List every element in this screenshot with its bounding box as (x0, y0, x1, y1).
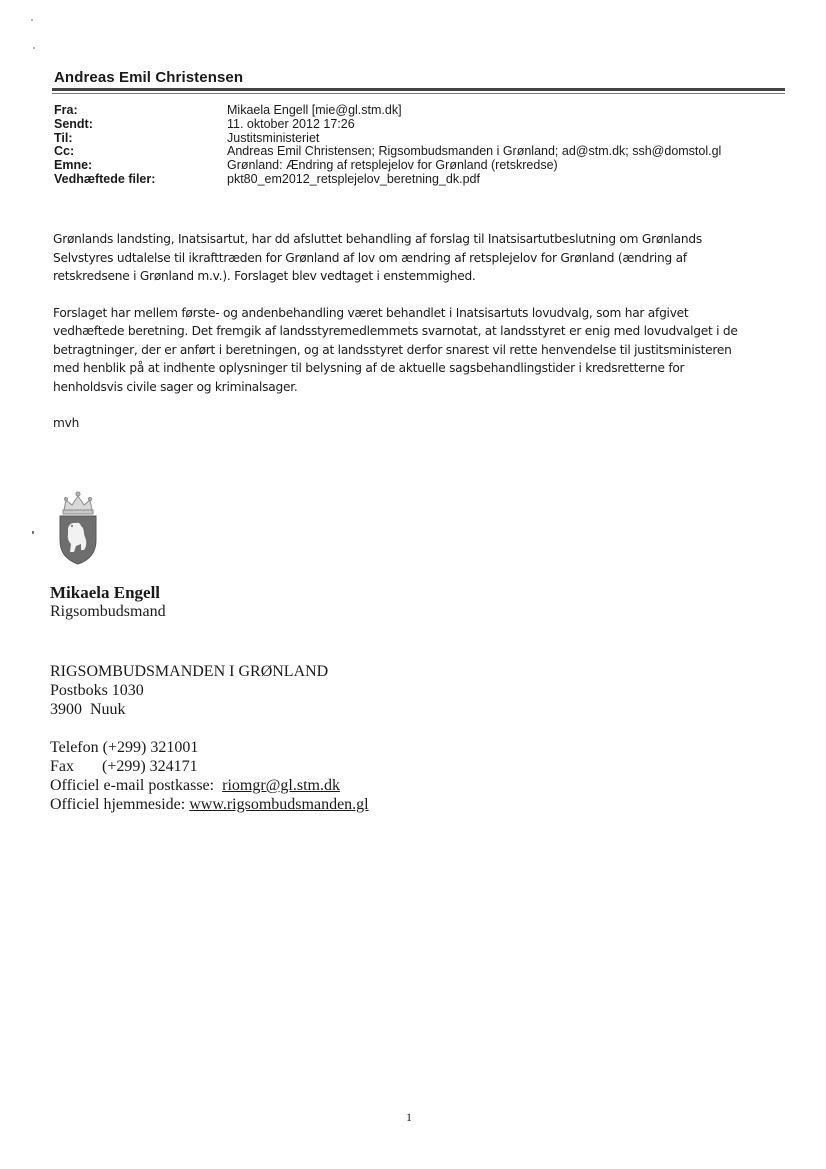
header-value-subject: Grønland: Ændring af retsplejelov for Grønland (retskredse) (227, 158, 558, 173)
body-line: henholdsvis civile sager og kriminalsager. (53, 379, 298, 394)
email-row (50, 776, 369, 795)
signature-block (50, 583, 166, 621)
office-name: RIGSOMBUDSMANDEN I GRØNLAND (50, 663, 329, 680)
header-label: Til: (54, 130, 73, 145)
header-value-to: Justitsministeriet (227, 130, 320, 145)
website-link[interactable]: www.rigsombudsmanden.gl (189, 796, 369, 813)
body-paragraph-2 (53, 304, 793, 397)
body-line: vedhæftede beretning. Det fremgik af landsstyremedlemmets svarnotat, at landsstyret er enig med lovudvalget i de (53, 324, 738, 338)
city: 3900 Nuuk (50, 701, 126, 718)
postal-address (50, 662, 328, 719)
header-row-cc (54, 145, 721, 159)
header-label: Emne: (54, 158, 93, 173)
body-line: med henblik på at indhente oplysninger til belysning af de aktuelle sagsbehandlingstider i kredsretterne for (53, 361, 685, 375)
signature-name: Mikaela Engell (50, 583, 161, 602)
sender-heading: Andreas Emil Christensen (54, 69, 244, 86)
web-row (50, 795, 369, 814)
email-headers (54, 104, 721, 187)
web-label: Officiel hjemmeside: (50, 796, 186, 813)
email-link[interactable]: riomgr@gl.stm.dk (222, 777, 340, 794)
heading-rule-thin (52, 93, 785, 94)
email-body (53, 230, 793, 433)
body-line: betragtninger, der er anført i beretningen, og at landsstyret derfor snarest vil rette henvendelse til justitsministeren (53, 342, 732, 357)
body-line: Grønlands landsting, Inatsisartut, har dd afsluttet behandling af forslag til Inatsisartutbeslutning om Grønlands (53, 232, 702, 246)
header-label: Cc: (54, 144, 75, 159)
body-line: retskredsene i Grønland m.v.). Forslaget blev vedtaget i enstemmighed. (53, 269, 476, 283)
header-row-from (54, 104, 721, 118)
header-label: Sendt: (54, 116, 93, 131)
header-value-attachment: pkt80_em2012_retsplejelov_beretning_dk.pdf (227, 171, 480, 186)
heading-rule-thick (52, 88, 785, 91)
header-value-from: Mikaela Engell [mie@gl.stm.dk] (227, 103, 402, 117)
fax-value: (+299) 324171 (102, 758, 198, 775)
fax-row (50, 757, 369, 776)
greenland-coat-of-arms-icon (54, 488, 102, 566)
header-row-subject (54, 159, 721, 173)
header-value-sent: 11. oktober 2012 17:26 (227, 116, 355, 131)
body-line: Forslaget har mellem første- og andenbehandling været behandlet i Inatsisartuts lovudvalg, som har afgivet (53, 305, 689, 320)
scan-speck (32, 531, 34, 534)
scan-speck (31, 19, 33, 21)
header-label: Vedhæftede filer: (54, 171, 156, 186)
header-value-cc: Andreas Emil Christensen; Rigsombudsmanden i Grønland; ad@stm.dk; ssh@domstol.gl (227, 144, 722, 159)
email-label: Officiel e-mail postkasse: (50, 777, 215, 794)
header-row-sent (54, 118, 721, 132)
signature-title: Rigsombudsmand (50, 603, 166, 620)
closing-greeting: mvh (53, 416, 80, 430)
fax-label: Fax (50, 758, 74, 775)
header-row-attachments (54, 173, 721, 187)
page-number: 1 (406, 1110, 412, 1124)
contact-block (50, 738, 369, 814)
header-row-to (54, 132, 721, 146)
scan-speck (33, 47, 35, 49)
body-paragraph-1 (53, 230, 793, 286)
header-label: Fra: (54, 103, 78, 117)
phone: Telefon (+299) 321001 (50, 739, 199, 756)
body-line: Selvstyres udtalelse til ikrafttræden for Grønland af lov om ændring af retsplejelov for Grønland (ændring af (53, 250, 687, 265)
postbox: Postboks 1030 (50, 682, 144, 699)
